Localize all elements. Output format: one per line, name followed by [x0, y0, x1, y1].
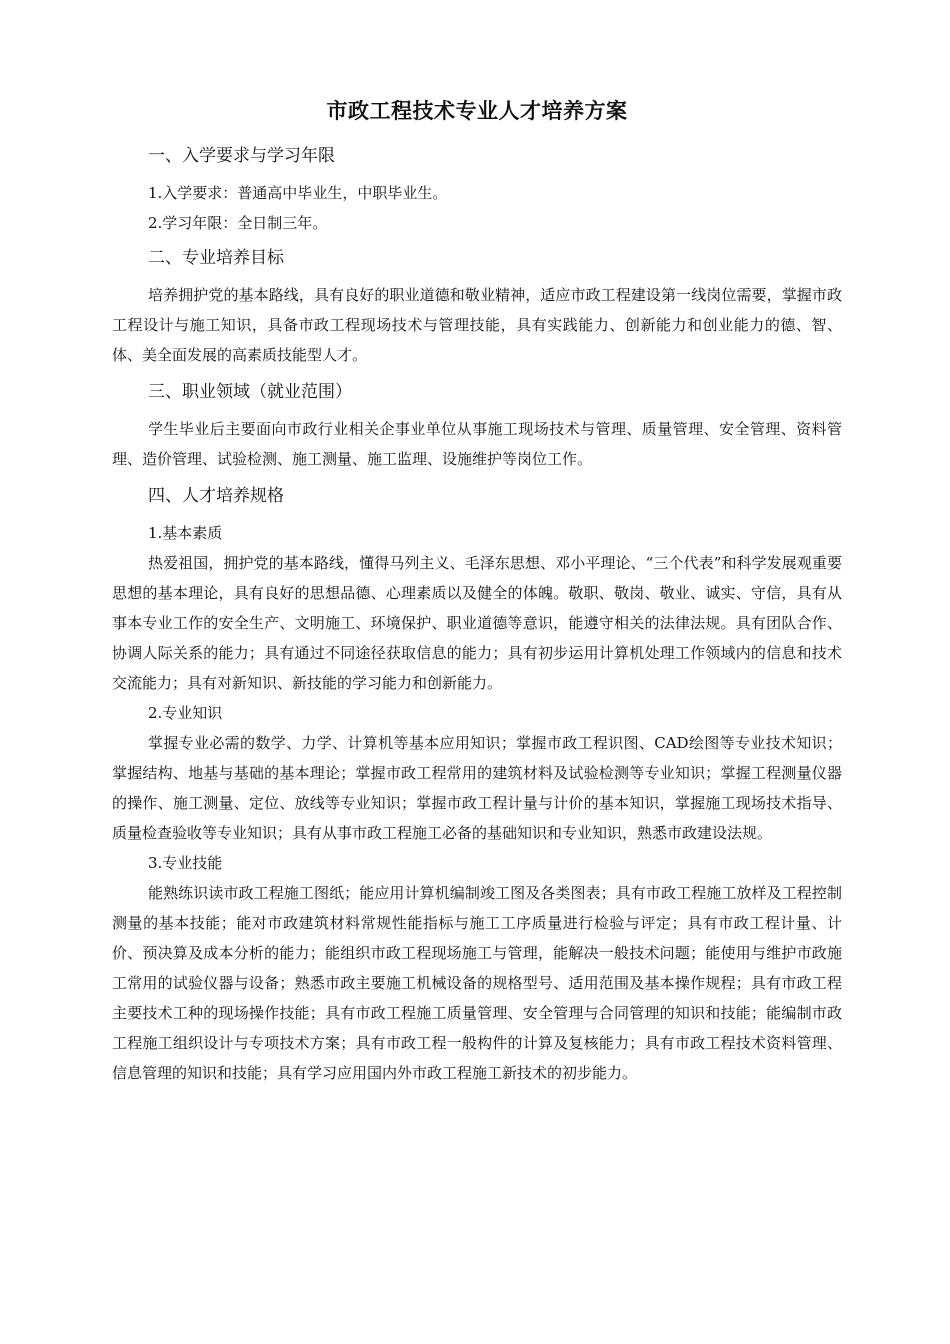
study-duration-line: 2.学习年限：全日制三年。 [148, 214, 328, 232]
document-page [112, 96, 842, 1088]
section-heading-career-field: 三、职业领域（就业范围） [148, 382, 352, 402]
subsection-title-basic-quality: 1.基本素质 [148, 524, 223, 542]
spacer [112, 370, 842, 378]
admission-requirement-line: 1.入学要求：普通高中毕业生，中职毕业生。 [148, 184, 448, 202]
subsection-title-professional-knowledge: 2.专业知识 [148, 704, 223, 722]
section-heading-talent-spec: 四、人才培养规格 [148, 486, 284, 506]
section-heading-training-goal: 二、专业培养目标 [148, 248, 284, 268]
career-field-paragraph: 学生毕业后主要面向市政行业相关企事业单位从事施工现场技术与管理、质量管理、安全管理、资料管理、造价管理、试验检测、施工测量、施工监理、设施维护等岗位工作。 [112, 420, 842, 468]
spacer [112, 474, 842, 482]
professional-knowledge-paragraph: 掌握专业必需的数学、力学、计算机等基本应用知识；掌握市政工程识图、CAD绘图等专业技术知识；掌握结构、地基与基础的基本理论；掌握市政工程常用的建筑材料及试验检测等专业知识；掌握工程测量仪器的操作、施工测量、定位、放线等专业知识；掌握市政工程计量与计价的基本知识，掌握施工现场技术指导、质量检查验收等专业知识；具有从事市政工程施工必备的基础知识和专业知识，熟悉市政建设法规。 [112, 734, 842, 842]
training-goal-paragraph: 培养拥护党的基本路线，具有良好的职业道德和敬业精神，适应市政工程建设第一线岗位需要，掌握市政工程设计与施工知识，具备市政工程现场技术与管理技能，具有实践能力、创新能力和创业能力的德、智、体、美全面发展的高素质技能型人才。 [112, 286, 842, 364]
subsection-title-professional-skills: 3.专业技能 [148, 854, 223, 872]
basic-quality-paragraph: 热爱祖国，拥护党的基本路线，懂得马列主义、毛泽东思想、邓小平理论、“三个代表”和科学发展观重要思想的基本理论，具有良好的思想品德、心理素质以及健全的体魄。敬职、敬岗、敬业、诚实、守信，具有从事本专业工作的安全生产、文明施工、环境保护、职业道德等意识，能遵守相关的法律法规。具有团队合作、协调人际关系的能力；具有通过不同途径获取信息的能力；具有初步运用计算机处理工作领域内的信息和技术交流能力；具有对新知识、新技能的学习能力和创新能力。 [112, 554, 842, 692]
document-title: 市政工程技术专业人才培养方案 [326, 99, 628, 123]
section-heading-admission: 一、入学要求与学习年限 [148, 146, 335, 166]
professional-skills-paragraph: 能熟练识读市政工程施工图纸；能应用计算机编制竣工图及各类图表；具有市政工程施工放样及工程控制测量的基本技能；能对市政建筑材料常规性能指标与施工工序质量进行检验与评定；具有市政工程计量、计价、预决算及成本分析的能力；能组织市政工程现场施工与管理，能解决一般技术问题；能使用与维护市政施工常用的试验仪器与设备；熟悉市政主要施工机械设备的规格型号、适用范围及基本操作规程；具有市政工程主要技术工种的现场操作技能；具有市政工程施工质量管理、安全管理与合同管理的知识和技能；能编制市政工程施工组织设计与专项技术方案；具有市政工程一般构件的计算及复核能力；具有市政工程技术资料管理、信息管理的知识和技能；具有学习应用国内外市政工程施工新技术的初步能力。 [112, 884, 842, 1082]
